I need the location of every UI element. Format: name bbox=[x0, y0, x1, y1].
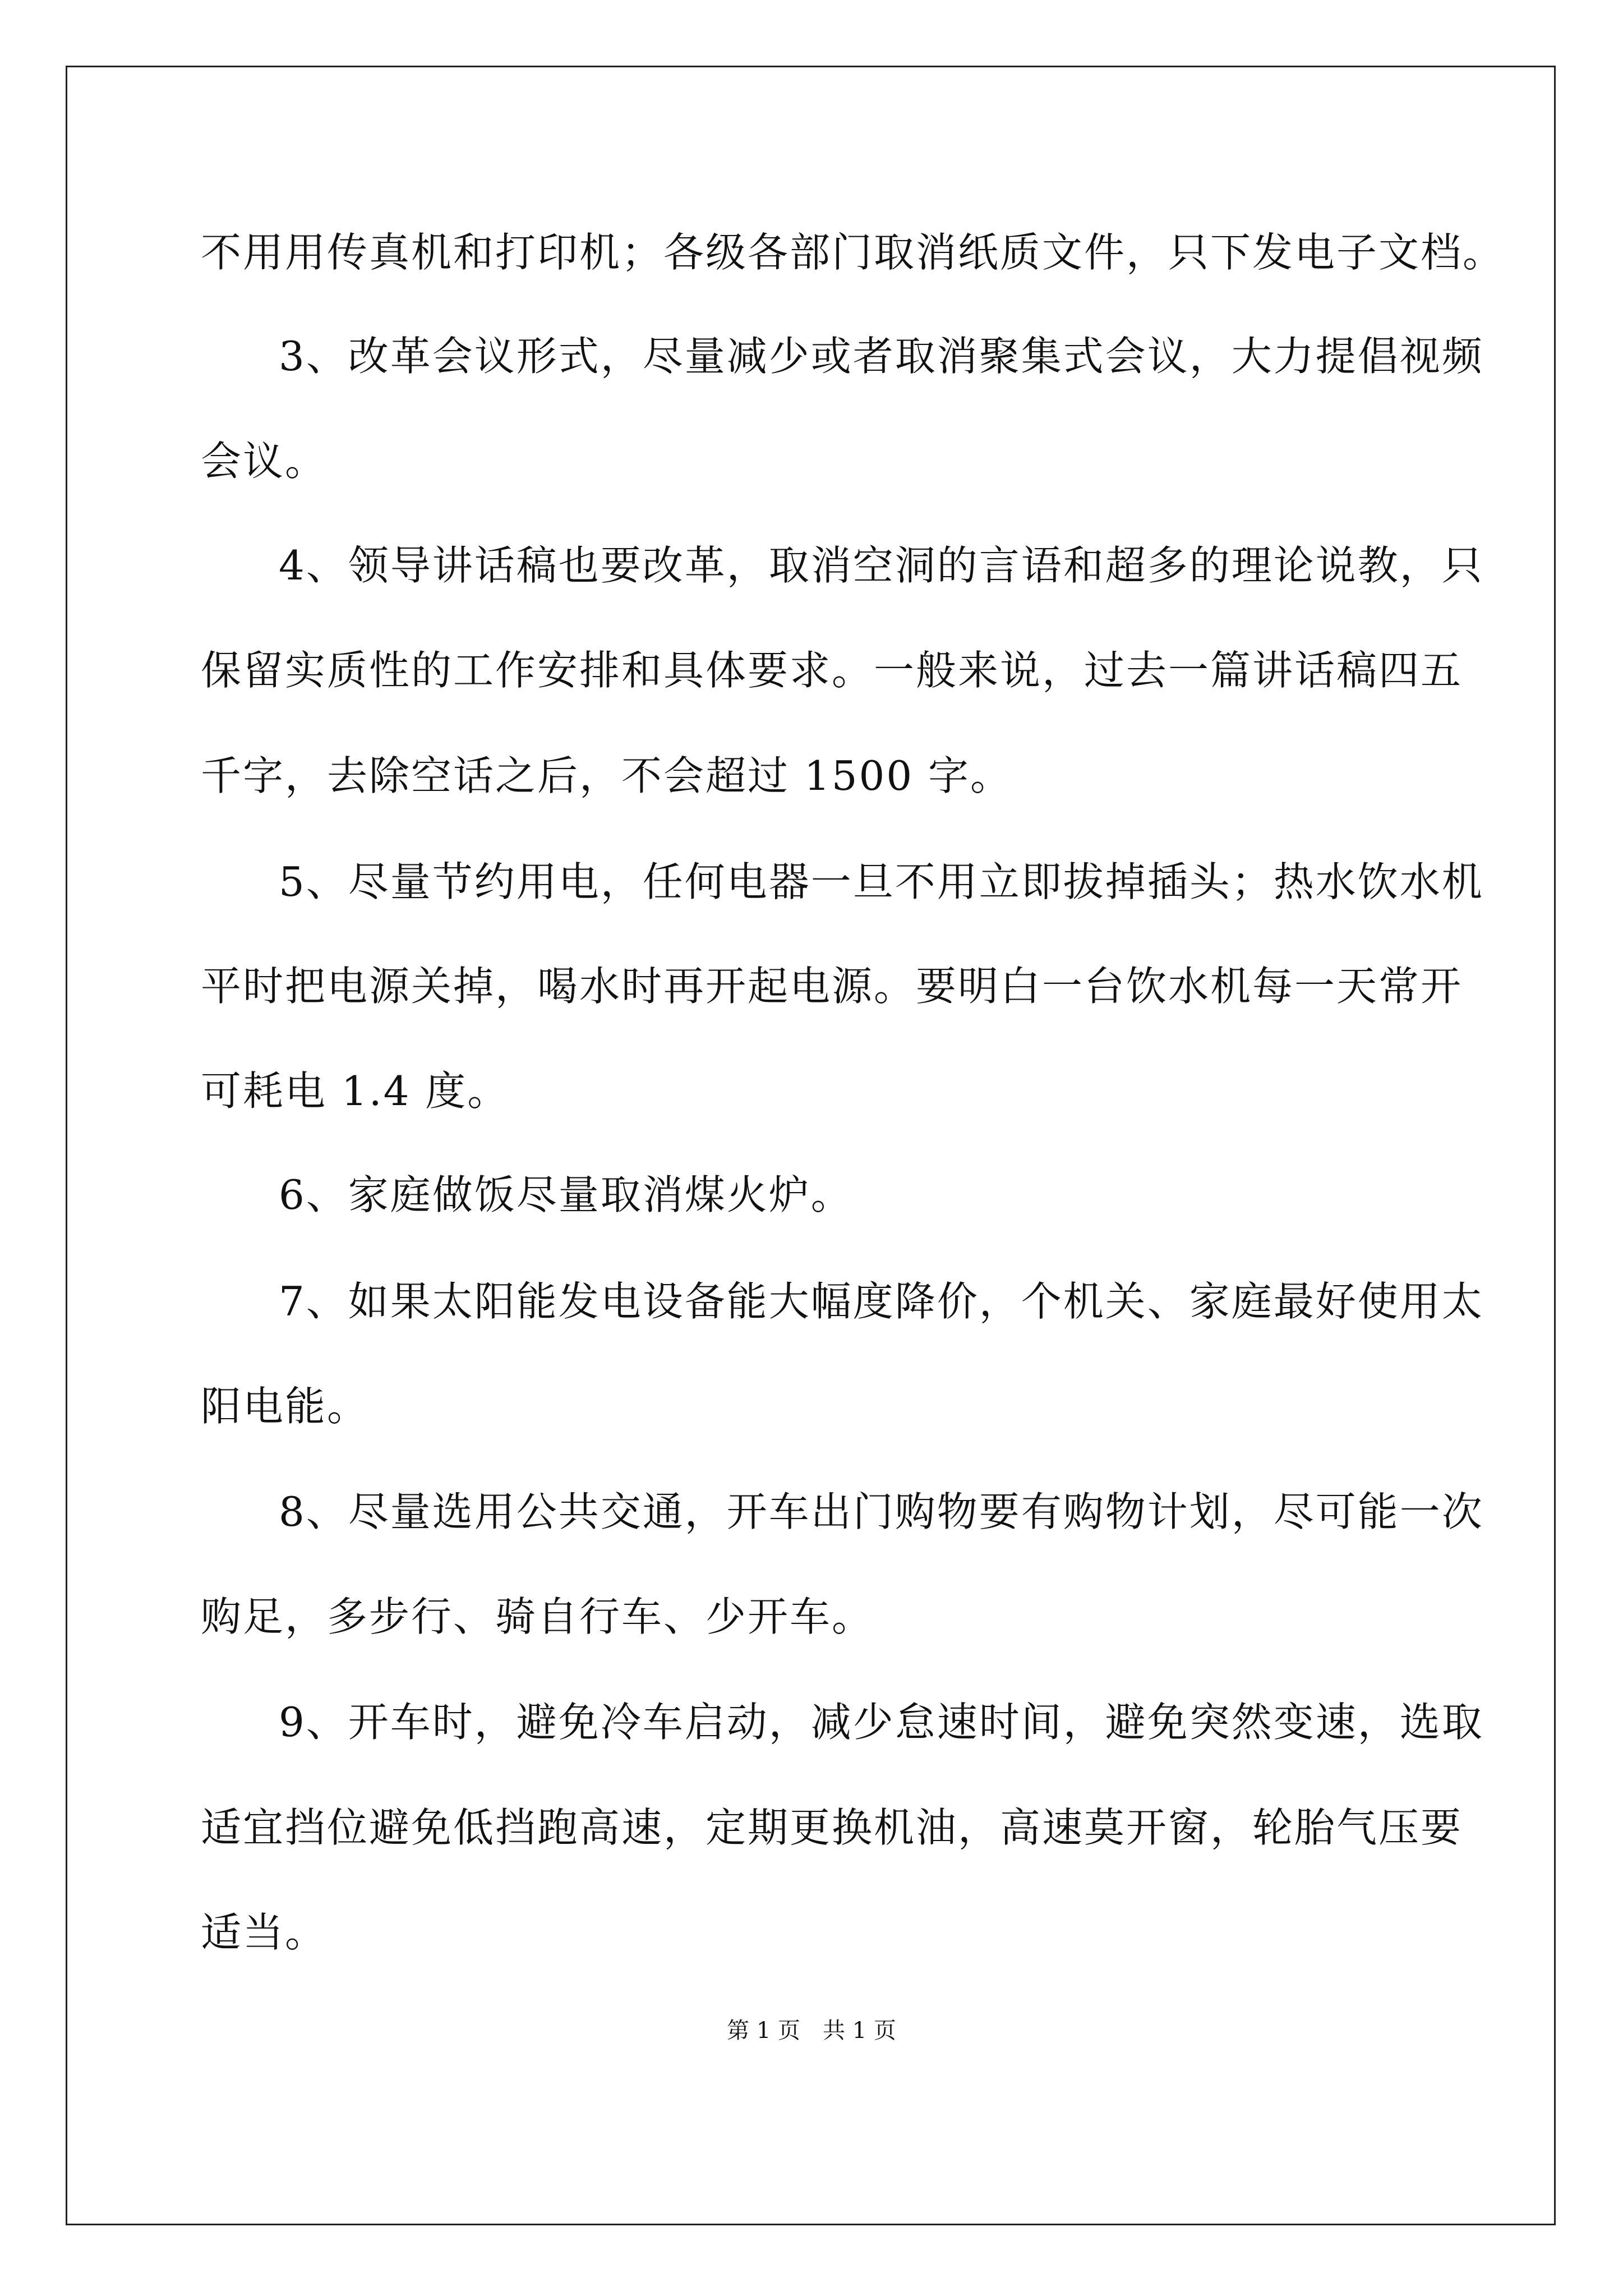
text-line-10: 6、家庭做饭尽量取消煤火炉。 bbox=[279, 1171, 853, 1218]
text-line-13: 8、尽量选用公共交通，开车出门购物要有购物计划，尽可能一次 bbox=[279, 1488, 1484, 1535]
text-line-6: 千字，去除空话之后，不会超过 1500 字。 bbox=[201, 752, 1013, 799]
text-line-14: 购足，多步行、骑自行车、少开车。 bbox=[201, 1593, 874, 1640]
text-line-11: 7、如果太阳能发电设备能大幅度降价，个机关、家庭最好使用太 bbox=[279, 1278, 1484, 1325]
text-line-5: 保留实质性的工作安排和具体要求。一般来说，过去一篇讲话稿四五 bbox=[201, 647, 1463, 694]
text-line-17: 适当。 bbox=[201, 1909, 328, 1956]
text-line-8: 平时把电源关掉，喝水时再开起电源。要明白一台饮水机每一天常开 bbox=[201, 963, 1463, 1010]
page-number-current: 第 1 页 bbox=[727, 2018, 800, 2044]
text-line-9: 可耗电 1.4 度。 bbox=[201, 1068, 510, 1115]
text-line-15: 9、开车时，避免冷车启动，减少怠速时间，避免突然变速，选取 bbox=[279, 1699, 1484, 1746]
text-line-16: 适宜挡位避免低挡跑高速，定期更换机油，高速莫开窗，轮胎气压要 bbox=[201, 1804, 1463, 1851]
text-line-3: 会议。 bbox=[201, 438, 328, 485]
text-line-1: 不用用传真机和打印机；各级各部门取消纸质文件，只下发电子文档。 bbox=[201, 229, 1505, 276]
text-line-2: 3、改革会议形式，尽量减少或者取消聚集式会议，大力提倡视频 bbox=[279, 333, 1484, 380]
page-footer bbox=[0, 2014, 1623, 2047]
text-line-4: 4、领导讲话稿也要改革，取消空洞的言语和超多的理论说教，只 bbox=[279, 542, 1484, 589]
page-number-total: 共 1 页 bbox=[823, 2018, 896, 2044]
text-line-7: 5、尽量节约用电，任何电器一旦不用立即拔掉插头；热水饮水机 bbox=[279, 858, 1484, 905]
page-border bbox=[66, 66, 1556, 2225]
text-line-12: 阳电能。 bbox=[201, 1383, 370, 1430]
